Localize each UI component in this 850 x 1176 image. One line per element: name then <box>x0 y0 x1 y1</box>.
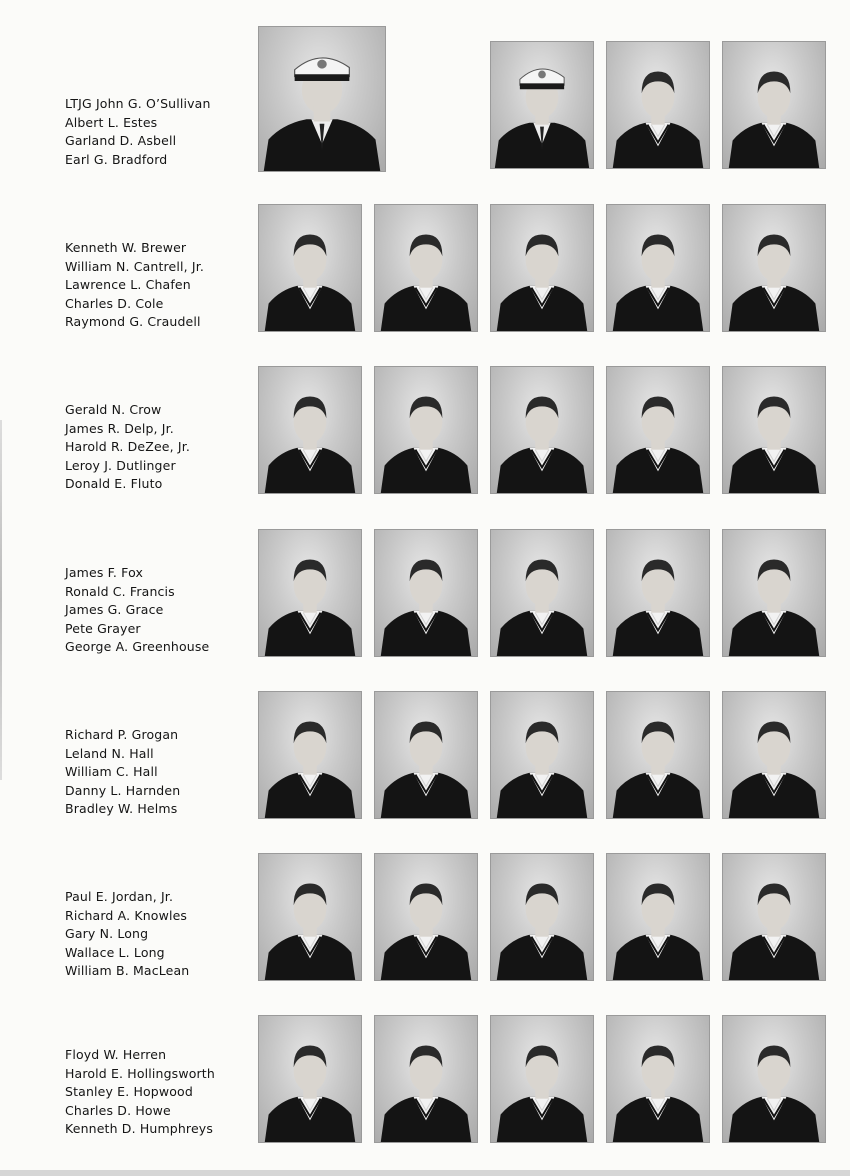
sailor-portrait <box>490 529 594 657</box>
sailor-portrait <box>258 204 362 332</box>
person-name: Pete Grayer <box>65 620 141 636</box>
person-name: Charles D. Cole <box>65 295 164 311</box>
sailor-portrait <box>258 691 362 819</box>
name-list <box>65 401 190 494</box>
person-name: Richard P. Grogan <box>65 727 179 742</box>
sailor-portrait <box>374 691 478 819</box>
name-list <box>65 95 211 169</box>
person-name: Gary N. Long <box>65 926 149 941</box>
person-name: Harold E. Hollingsworth <box>65 1065 215 1081</box>
person-name: Floyd W. Herren <box>65 1047 167 1062</box>
person-name: James G. Grace <box>65 602 164 617</box>
person-name: Leroy J. Dutlinger <box>65 457 176 473</box>
person-name: James R. Delp, Jr. <box>65 420 174 436</box>
sailor-portrait <box>490 1015 594 1143</box>
name-list <box>65 888 189 981</box>
person-name: Charles D. Howe <box>65 1102 171 1118</box>
person-name: Earl G. Bradford <box>65 151 168 167</box>
sailor-portrait <box>606 204 710 332</box>
sailor-portrait <box>490 366 594 494</box>
sailor-portrait <box>722 853 826 981</box>
sailor-portrait <box>722 366 826 494</box>
person-name: Leland N. Hall <box>65 745 154 761</box>
sailor-portrait <box>722 529 826 657</box>
sailor-portrait <box>606 1015 710 1143</box>
sailor-portrait <box>722 204 826 332</box>
person-name: Lawrence L. Chafen <box>65 277 191 292</box>
person-name: Danny L. Harnden <box>65 782 181 798</box>
sailor-portrait <box>258 853 362 981</box>
officer-portrait <box>258 26 386 172</box>
page-bottom-edge <box>0 1170 850 1176</box>
sailor-portrait <box>606 691 710 819</box>
sailor-portrait <box>490 853 594 981</box>
person-name: Stanley E. Hopwood <box>65 1084 193 1099</box>
person-name: Bradley W. Helms <box>65 801 178 816</box>
name-list <box>65 239 204 332</box>
person-name: Paul E. Jordan, Jr. <box>65 889 174 904</box>
person-name: Harold R. DeZee, Jr. <box>65 439 190 454</box>
sailor-portrait <box>490 41 594 169</box>
person-name: Ronald C. Francis <box>65 583 175 599</box>
person-name: Wallace L. Long <box>65 944 165 960</box>
name-list <box>65 564 209 657</box>
sailor-portrait <box>606 853 710 981</box>
sailor-portrait <box>374 529 478 657</box>
person-name: Garland D. Asbell <box>65 133 177 148</box>
person-name: Kenneth D. Humphreys <box>65 1121 213 1136</box>
person-name: Albert L. Estes <box>65 114 158 130</box>
person-name: William N. Cantrell, Jr. <box>65 258 204 274</box>
sailor-portrait <box>258 366 362 494</box>
person-name: James F. Fox <box>65 565 144 580</box>
sailor-portrait <box>722 41 826 169</box>
person-name: George A. Greenhouse <box>65 639 210 654</box>
person-name: LTJG John G. O’Sullivan <box>65 96 211 111</box>
name-list <box>65 1046 215 1139</box>
person-name: William B. MacLean <box>65 963 190 978</box>
sailor-portrait <box>258 1015 362 1143</box>
sailor-portrait <box>374 366 478 494</box>
name-list <box>65 726 180 819</box>
person-name: William C. Hall <box>65 764 158 779</box>
sailor-portrait <box>606 366 710 494</box>
sailor-portrait <box>606 41 710 169</box>
sailor-portrait <box>606 529 710 657</box>
sailor-portrait <box>374 1015 478 1143</box>
sailor-portrait <box>490 691 594 819</box>
person-name: Raymond G. Craudell <box>65 314 201 329</box>
sailor-portrait <box>258 529 362 657</box>
page-edge-shadow <box>0 420 2 780</box>
sailor-portrait <box>722 691 826 819</box>
sailor-portrait <box>722 1015 826 1143</box>
sailor-portrait <box>374 204 478 332</box>
person-name: Kenneth W. Brewer <box>65 240 187 255</box>
person-name: Donald E. Fluto <box>65 476 163 491</box>
sailor-portrait <box>374 853 478 981</box>
person-name: Richard A. Knowles <box>65 907 188 923</box>
person-name: Gerald N. Crow <box>65 402 162 417</box>
sailor-portrait <box>490 204 594 332</box>
